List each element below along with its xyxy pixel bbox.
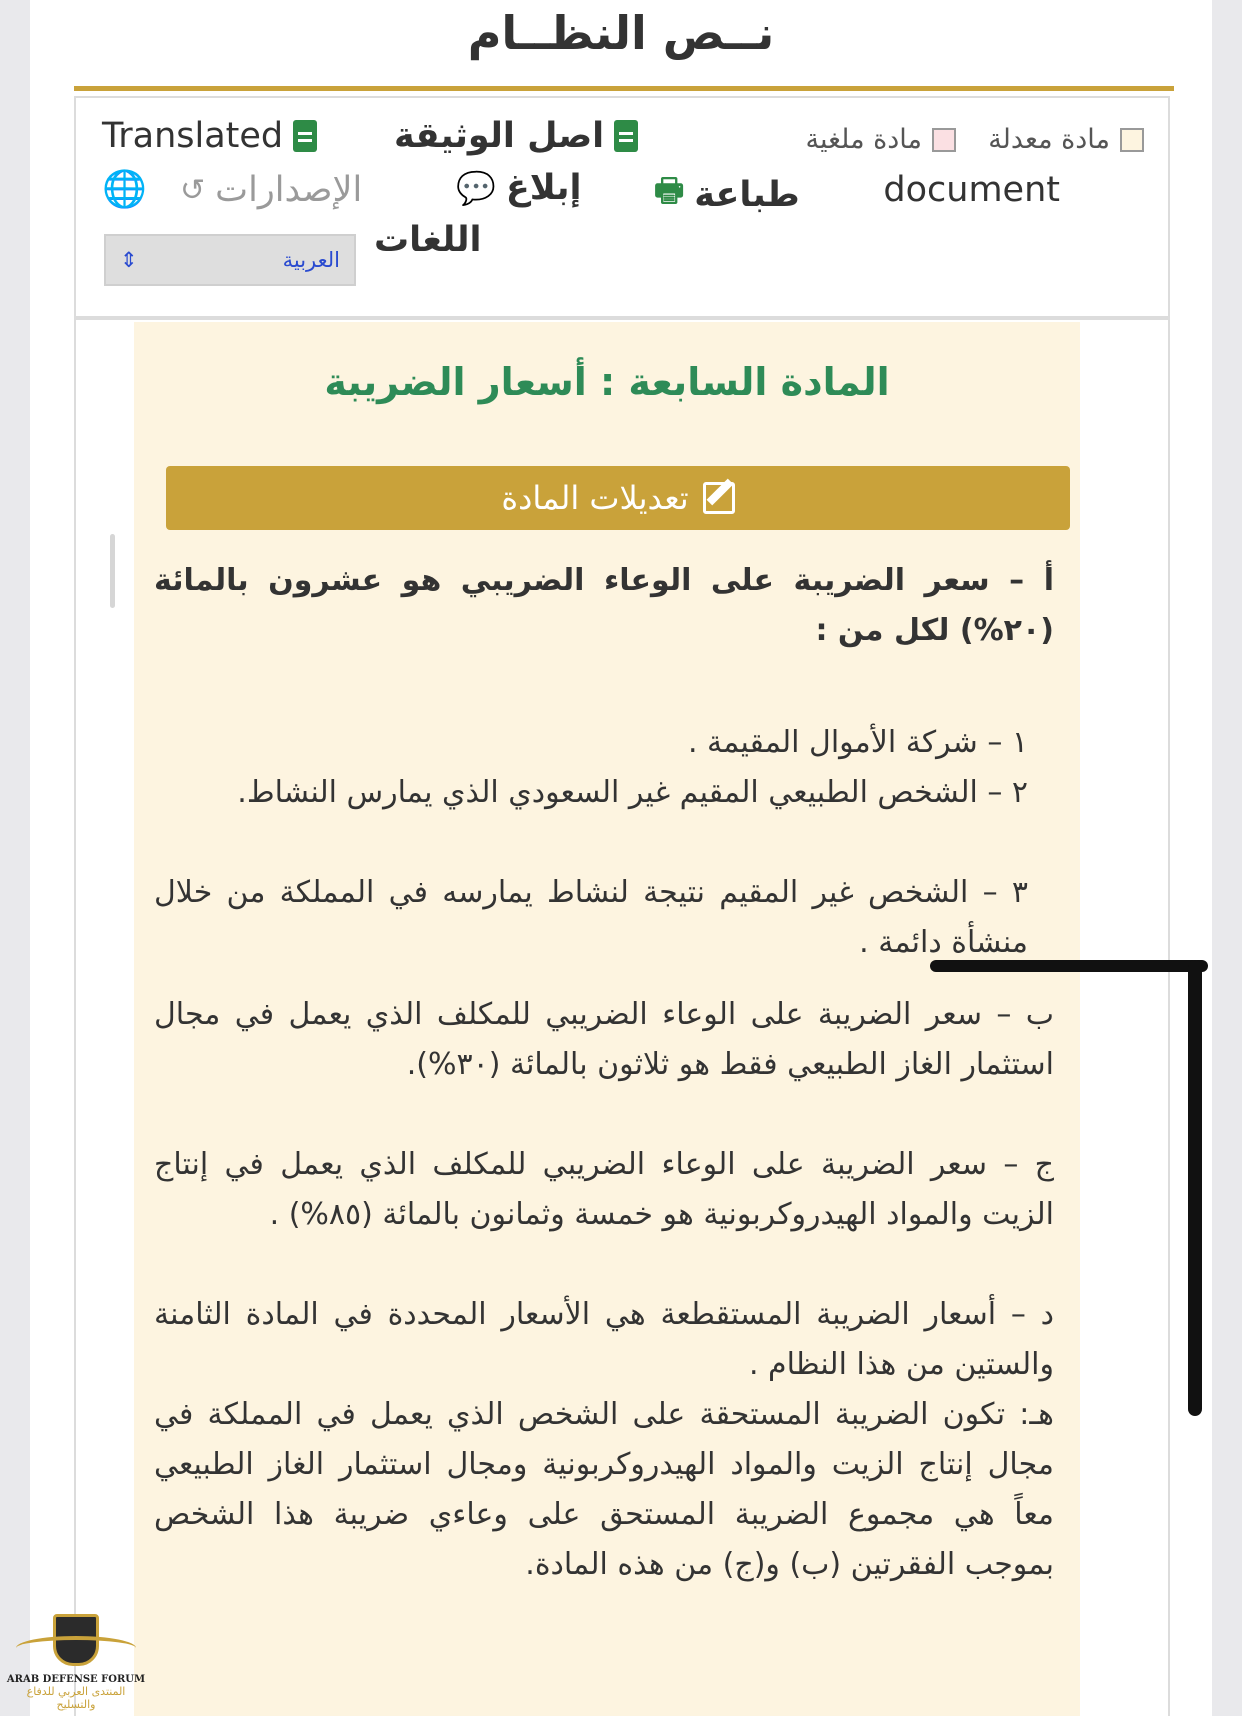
history-icon: ↺	[180, 172, 206, 208]
paragraph-b: ب – سعر الضريبة على الوعاء الضريبي للمكلف الذي يعمل في مجال استثمار الغاز الطبيعي فقط هو ثلاثون بالمائة (٣٠%).	[154, 997, 1054, 1082]
file-icon	[293, 120, 317, 152]
languages-label: اللغات	[374, 220, 482, 260]
edit-icon	[703, 482, 735, 514]
legend-amended	[988, 124, 1144, 155]
language-select[interactable]	[104, 234, 356, 286]
list-item-2: ٢ – الشخص الطبيعي المقيم غير السعودي الذي يمارس النشاط.	[237, 775, 1028, 810]
printer-icon: 🖶	[654, 171, 685, 209]
wings-icon	[16, 1636, 136, 1660]
chevron-up-down-icon: ⇕	[120, 248, 138, 272]
report-button[interactable]	[456, 168, 581, 208]
report-label: إبلاغ	[505, 168, 582, 208]
list-item-1: ١ – شركة الأموال المقيمة .	[687, 725, 1028, 760]
original-document-link[interactable]	[394, 116, 638, 156]
paragraph-c: ج – سعر الضريبة على الوعاء الضريبي للمكلف الذي يعمل في إنتاج الزيت والمواد الهيدروكربونية هو خمسة وثمانون بالمائة (٨٥%) .	[154, 1147, 1054, 1232]
title-divider	[74, 86, 1174, 91]
print-label: طباعة	[694, 175, 800, 215]
article-title: المادة السابعة : أسعار الضريبة	[324, 360, 890, 404]
document-label: document	[883, 170, 1060, 210]
article-panel	[134, 322, 1080, 1716]
document-toolbar	[74, 96, 1170, 318]
page-container	[30, 0, 1212, 1716]
original-document-label: اصل الوثيقة	[394, 116, 605, 156]
forum-watermark-logo	[6, 1606, 146, 1716]
file-icon	[614, 120, 638, 152]
article-amendments-button[interactable]	[166, 466, 1070, 530]
list-item-3: ٣ – الشخص غير المقيم نتيجة لنشاط يمارسه في المملكة من خلال منشأة دائمة .	[154, 875, 1028, 960]
repealed-swatch-icon	[932, 128, 956, 152]
document-link[interactable]	[883, 170, 1060, 210]
globe-icon[interactable]: 🌐	[102, 169, 147, 210]
scrollbar-thumb[interactable]	[110, 534, 115, 608]
legend-amended-label: مادة معدلة	[988, 124, 1110, 155]
versions-button[interactable]	[180, 170, 362, 210]
watermark-subtext: المنتدى العربي للدفاع والتسليح	[26, 1685, 126, 1711]
paragraph-e: هـ: تكون الضريبة المستحقة على الشخص الذي يعمل في المملكة في مجال إنتاج الزيت والمواد الهيدروكربونية ومجال استثمار الغاز الطبيعي معاً هي مجموع الضريبة المستحق على وعاءي ضريبة هذا الشخص بموجب الفقرتين (ب) و(ج) من هذه المادة.	[154, 1397, 1054, 1582]
print-button[interactable]	[654, 168, 800, 222]
amended-swatch-icon	[1120, 128, 1144, 152]
legend-repealed-label: مادة ملغية	[805, 124, 922, 155]
translated-link[interactable]	[102, 116, 317, 156]
amendments-label: تعديلات المادة	[501, 479, 689, 517]
paragraph-d: د – أسعار الضريبة المستقطعة هي الأسعار المحددة في المادة الثامنة والستين من هذا النظام .	[154, 1297, 1054, 1382]
language-selected-value: العربية	[282, 248, 340, 272]
legend-repealed	[806, 124, 957, 155]
paragraph-a: أ – سعر الضريبة على الوعاء الضريبي هو عشرون بالمائة (٢٠%) لكل من :	[154, 563, 1054, 648]
annotation-line-vertical	[1188, 960, 1202, 1416]
versions-label: الإصدارات	[215, 170, 363, 210]
annotation-line-horizontal	[930, 960, 1208, 972]
page-title: نــص النظــام	[467, 6, 775, 60]
translated-label: Translated	[102, 116, 284, 156]
chat-bubbles-icon: 💬	[456, 169, 496, 207]
watermark-text: ARAB DEFENSE FORUM	[6, 1674, 146, 1685]
